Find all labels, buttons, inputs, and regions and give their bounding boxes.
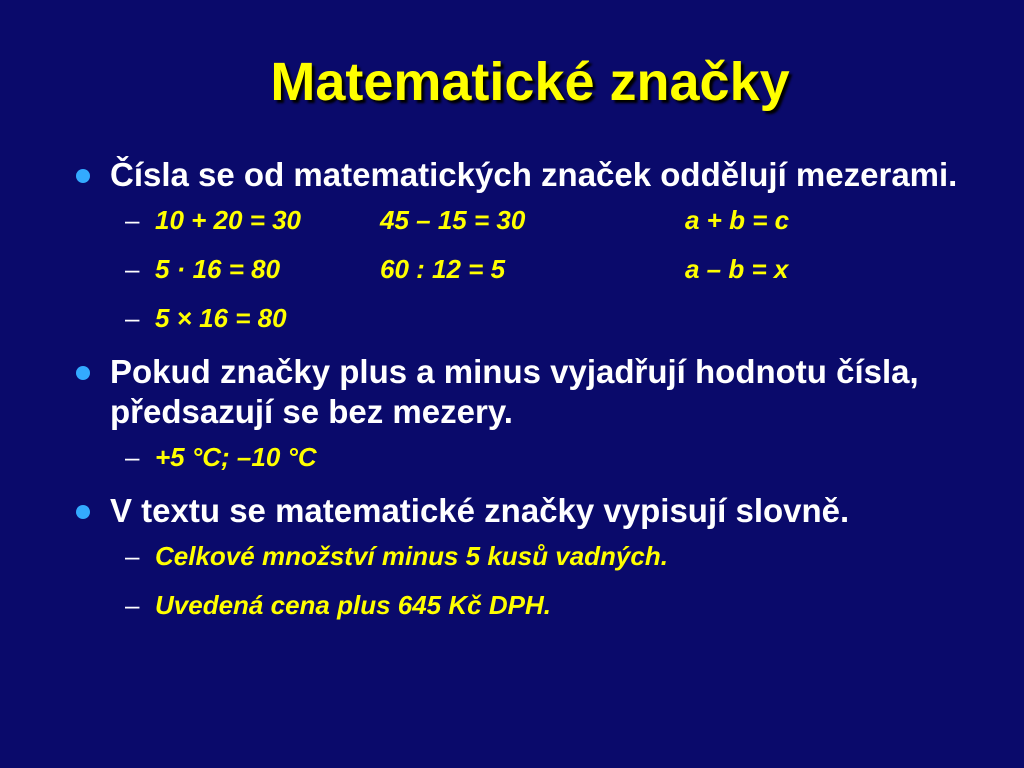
slide-title: Matematické značky	[270, 52, 790, 112]
example-col-1: 5 × 16 = 80	[155, 303, 287, 333]
sub-item	[70, 303, 1000, 333]
sub-item	[70, 442, 1000, 472]
bullet-text: Čísla se od matematických značek oddělují mezerami.	[110, 156, 958, 193]
sub-list	[70, 442, 1000, 472]
dash-icon: –	[125, 205, 140, 235]
sub-item	[70, 205, 1000, 235]
sub-item	[70, 541, 1000, 571]
bullet-dot-icon	[76, 169, 90, 183]
slide-content	[70, 155, 1000, 639]
example-col-2: 60 : 12 = 5	[380, 254, 506, 284]
sub-item	[70, 254, 1000, 284]
bullet-dot-icon	[76, 366, 90, 380]
bullet-item	[70, 155, 1000, 195]
example-col-1: +5 °C; –10 °C	[155, 442, 317, 472]
example-col-2: 45 – 15 = 30	[380, 205, 526, 235]
dash-icon: –	[125, 442, 140, 472]
example-col-1: 10 + 20 = 30	[155, 205, 302, 235]
bullet-dot-icon	[76, 505, 90, 519]
example-col-3: a – b = x	[685, 254, 789, 284]
dash-icon: –	[125, 541, 140, 571]
dash-icon: –	[125, 254, 140, 284]
example-col-1: Celkové množství minus 5 kusů vadných.	[155, 541, 668, 571]
sub-list	[70, 541, 1000, 620]
example-col-1: 5 · 16 = 80	[155, 254, 281, 284]
bullet-text: V textu se matematické značky vypisují slovně.	[110, 492, 850, 529]
bullet-item	[70, 352, 1000, 432]
dash-icon: –	[125, 590, 140, 620]
sub-list	[70, 205, 1000, 333]
example-col-1: Uvedená cena plus 645 Kč DPH.	[155, 590, 551, 620]
example-col-3: a + b = c	[685, 205, 790, 235]
bullet-text: Pokud značky plus a minus vyjadřují hodnotu čísla, předsazují se bez mezery.	[110, 353, 919, 430]
bullet-item	[70, 491, 1000, 531]
sub-item	[70, 590, 1000, 620]
dash-icon: –	[125, 303, 140, 333]
